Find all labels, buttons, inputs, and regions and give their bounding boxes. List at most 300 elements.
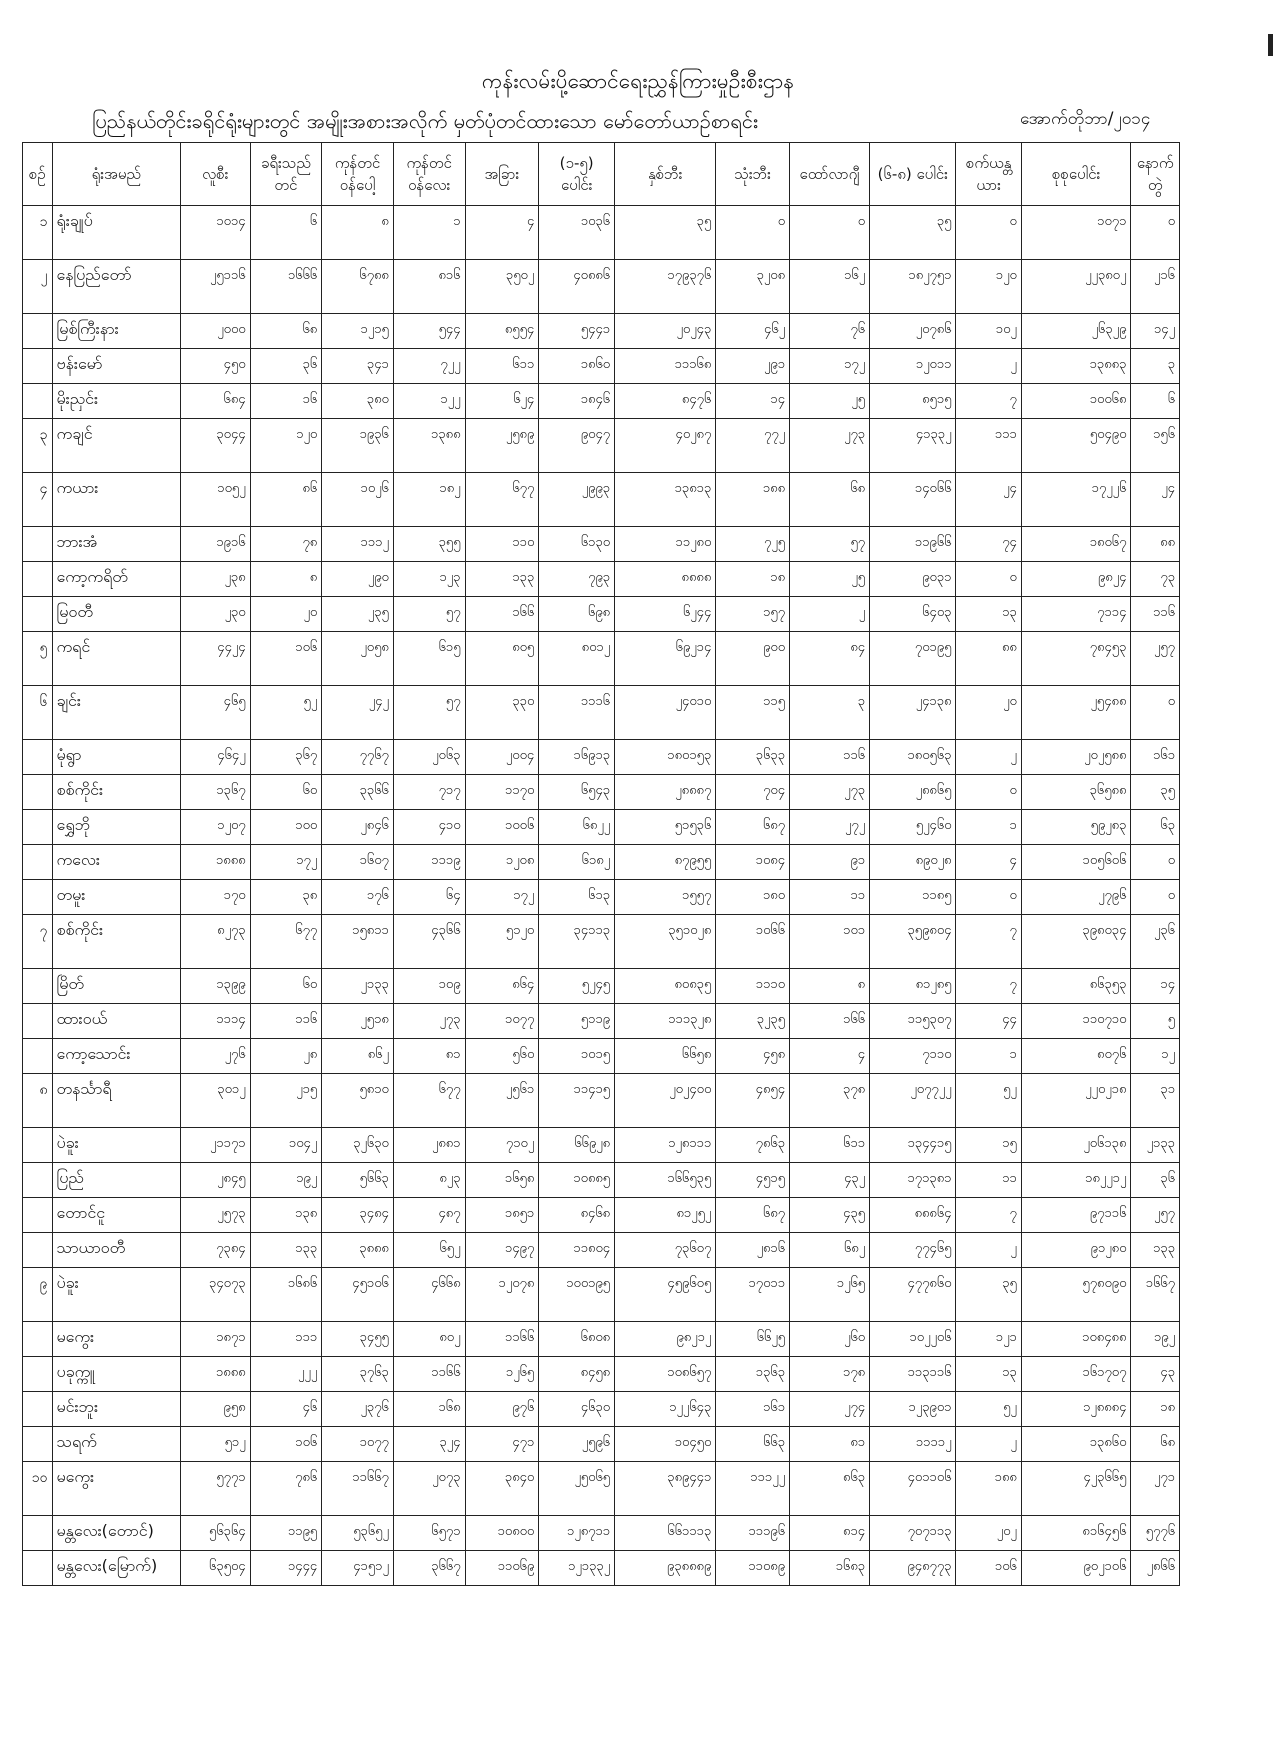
table-cell: ၁၂၁ <box>956 1322 1021 1357</box>
table-cell: ၇၇၂ <box>716 419 790 473</box>
table-cell: ၃၈၀ <box>322 384 394 419</box>
table-cell: ၂၅ <box>790 384 870 419</box>
table-cell: ၁၁၆၆ <box>393 1357 465 1392</box>
table-row <box>23 473 1180 527</box>
table-cell: ၂၈၈၈၇ <box>615 775 716 810</box>
table-cell: ၆၆၉၂၈ <box>539 1128 615 1163</box>
table-cell: ၁၂၃ <box>393 562 465 597</box>
table-cell: ၃၃၆၆ <box>322 775 394 810</box>
table-cell: ၂၀၆၃ <box>393 740 465 775</box>
table-cell: ၂၇၃ <box>790 775 870 810</box>
table-cell: ၇၆ <box>790 314 870 349</box>
office-name: ပဲခူး <box>52 1128 181 1163</box>
office-name: မိုးညှင်း <box>52 384 181 419</box>
table-cell: ၄၂၃၆၆၅ <box>1021 1462 1131 1516</box>
table-cell: ၁၈ <box>716 562 790 597</box>
table-cell: ၁၅ <box>956 1128 1021 1163</box>
table-cell: ၂၁၆ <box>1131 260 1180 314</box>
table-cell: ၄၃ <box>1131 1357 1180 1392</box>
table-cell: ၁၃၈၁၃ <box>615 473 716 527</box>
document-subtitle: ပြည်နယ်တိုင်းခရိုင်ရုံးများတွင် အမျိုးအစားအလိုက် မှတ်ပုံတင်ထားသော မော်တော်ယာဉ်စာရင်း <box>92 109 758 133</box>
table-cell: ၁၆၆ <box>790 1004 870 1039</box>
table-cell: ၁၂၀၈ <box>465 845 539 880</box>
table-cell: ၁၁၁ <box>956 419 1021 473</box>
table-cell: ၃၆၆၇ <box>393 1551 465 1586</box>
table-row <box>23 915 1180 969</box>
table-cell: ၁၀၆ <box>250 632 322 686</box>
table-cell: ၁၁၁၆၈ <box>615 349 716 384</box>
table-row <box>23 1551 1180 1586</box>
row-serial <box>23 1516 53 1551</box>
office-name: တမူး <box>52 880 181 915</box>
table-cell: ၉၈၂၄ <box>1021 562 1131 597</box>
table-cell: ၆၅၇၁ <box>393 1516 465 1551</box>
table-cell: ၁၀၁၄ <box>181 206 251 260</box>
table-cell: ၁၁၁၀ <box>716 969 790 1004</box>
column-header: ကုန်တင်ဝန်လေး <box>393 143 465 206</box>
row-serial <box>23 1427 53 1462</box>
table-cell: ၆၈၂ <box>790 1233 870 1268</box>
office-name: မကွေး <box>52 1462 181 1516</box>
table-cell: ၆၂၄ <box>465 384 539 419</box>
table-cell: ၁၉၁၆ <box>181 527 251 562</box>
row-serial <box>23 384 53 419</box>
table-cell: ၁၀၈၀၀ <box>465 1516 539 1551</box>
table-cell: ၈၆၂ <box>322 1039 394 1074</box>
table-cell: ၂၁၅ <box>250 1074 322 1128</box>
table-row <box>23 1322 1180 1357</box>
office-name: ပခုက္ကူ <box>52 1357 181 1392</box>
table-cell: ၆၈ <box>1131 1427 1180 1462</box>
table-cell: ၃၆ <box>1131 1163 1180 1198</box>
row-serial <box>23 349 53 384</box>
table-cell: ၁၅၅၇ <box>615 880 716 915</box>
table-cell: ၁၆၆၆ <box>250 260 322 314</box>
table-row <box>23 1516 1180 1551</box>
table-cell: ၂၈၆၆ <box>1131 1551 1180 1586</box>
table-cell: ၂၄၁၃၈ <box>870 686 956 740</box>
office-name: မန္တလေး(မြောက်) <box>52 1551 181 1586</box>
table-cell: ၃ <box>1131 349 1180 384</box>
column-header: (၁-၅) ပေါင်း <box>539 143 615 206</box>
table-cell: ၇၀၁၉၅ <box>870 632 956 686</box>
table-cell: ၇၂၂ <box>393 349 465 384</box>
table-cell: ၅၇၇၆ <box>1131 1516 1180 1551</box>
row-serial <box>23 527 53 562</box>
table-cell: ၃၀၄၄ <box>181 419 251 473</box>
table-cell: ၂၆၃၂၉ <box>1021 314 1131 349</box>
table-cell: ၁၇၉၃၇၆ <box>615 260 716 314</box>
table-cell: ၆၆၅၈ <box>615 1039 716 1074</box>
table-cell: ၇ <box>956 969 1021 1004</box>
table-cell: ၇၃ <box>1131 562 1180 597</box>
table-cell: ၂၀၂ <box>956 1516 1021 1551</box>
table-cell: ၂၅၆၁ <box>465 1074 539 1128</box>
table-cell: ၅၄၄၁ <box>539 314 615 349</box>
table-cell: ၆၉၂၁၄ <box>615 632 716 686</box>
row-serial: ၇ <box>23 915 53 969</box>
table-row <box>23 419 1180 473</box>
table-cell: ၂၇၆ <box>181 1039 251 1074</box>
table-cell: ၀ <box>716 206 790 260</box>
row-serial <box>23 880 53 915</box>
table-cell: ၁၅၇ <box>716 597 790 632</box>
table-cell: ၆၇၇ <box>250 915 322 969</box>
table-cell: ၈၈ <box>956 632 1021 686</box>
table-cell: ၇ <box>956 915 1021 969</box>
table-cell: ၇၈၆ <box>250 1462 322 1516</box>
table-cell: ၁၂၀၇၈ <box>465 1268 539 1322</box>
table-cell: ၅၆၀ <box>465 1039 539 1074</box>
table-cell: ၂၀၇၇၂၂ <box>870 1074 956 1128</box>
table-cell: ၃၈၄၀ <box>465 1462 539 1516</box>
table-cell: ၆၃၅၀၄ <box>181 1551 251 1586</box>
table-cell: ၁၂၀၁၁ <box>870 349 956 384</box>
office-name: ဘားအံ <box>52 527 181 562</box>
table-cell: ၅၂ <box>956 1392 1021 1427</box>
table-cell: ၄၀၂၈၇ <box>615 419 716 473</box>
table-cell: ၁၃ <box>956 597 1021 632</box>
table-cell: ၃၂၀၈ <box>716 260 790 314</box>
table-cell: ၁၁၂၈၀ <box>615 527 716 562</box>
table-cell: ၁၀၅၆၀၆ <box>1021 845 1131 880</box>
table-row <box>23 1163 1180 1198</box>
table-cell: ၈၀၅ <box>465 632 539 686</box>
office-name: စစ်ကိုင်း <box>52 775 181 810</box>
table-cell: ၄ <box>465 206 539 260</box>
table-row <box>23 632 1180 686</box>
table-cell: ၁၂၆၅ <box>465 1357 539 1392</box>
table-cell: ၁၁၁၄ <box>181 1004 251 1039</box>
table-cell: ၇၃၈၄ <box>181 1233 251 1268</box>
table-cell: ၁၃၄၄၁၅ <box>870 1128 956 1163</box>
table-cell: ၇၈၄၅၃ <box>1021 632 1131 686</box>
table-cell: ၅၂ <box>956 1074 1021 1128</box>
table-cell: ၁၀၃၆ <box>539 206 615 260</box>
table-cell: ၈၆၄ <box>465 969 539 1004</box>
office-name: ကလေး <box>52 845 181 880</box>
table-cell: ၆၉၈ <box>539 597 615 632</box>
table-row <box>23 1039 1180 1074</box>
table-row <box>23 527 1180 562</box>
table-cell: ၃၄၀၇၃ <box>181 1268 251 1322</box>
table-cell: ၁၁၁၉၆ <box>716 1516 790 1551</box>
table-cell: ၂ <box>956 740 1021 775</box>
table-cell: ၃၃၀ <box>465 686 539 740</box>
table-cell: ၁၆၀၇ <box>322 845 394 880</box>
table-cell: ၆၈ <box>790 473 870 527</box>
column-header: နှစ်ဘီး <box>615 143 716 206</box>
table-cell: ၂၄၀၁၀ <box>615 686 716 740</box>
office-name: ရွှေဘို <box>52 810 181 845</box>
table-cell: ၁၃၃ <box>250 1233 322 1268</box>
table-row <box>23 1004 1180 1039</box>
table-cell: ၈၄၇၆ <box>615 384 716 419</box>
table-cell: ၃၈ <box>250 880 322 915</box>
table-cell: ၁၀၈၈၅ <box>539 1163 615 1198</box>
table-cell: ၁၈၄၆ <box>539 384 615 419</box>
table-cell: ၂၇၃ <box>393 1004 465 1039</box>
column-header: အခြား <box>465 143 539 206</box>
office-name: မန္တလေး(တောင်) <box>52 1516 181 1551</box>
table-cell: ၈၂၃ <box>393 1163 465 1198</box>
table-cell: ၂၅၁၁၆ <box>181 260 251 314</box>
row-serial <box>23 562 53 597</box>
table-cell: ၆၁၃ <box>539 880 615 915</box>
table-cell: ၁၆ <box>250 384 322 419</box>
row-serial <box>23 1198 53 1233</box>
row-serial <box>23 1551 53 1586</box>
table-row <box>23 740 1180 775</box>
table-cell: ၄၇၁ <box>465 1427 539 1462</box>
table-cell: ၁၈၈ <box>716 473 790 527</box>
table-row <box>23 1128 1180 1163</box>
table-cell: ၁၆၅၈ <box>465 1163 539 1198</box>
office-name: တောင်ငူ <box>52 1198 181 1233</box>
office-name: ကယား <box>52 473 181 527</box>
table-cell: ၁၁၀၆၉ <box>465 1551 539 1586</box>
table-cell: ၉၁ <box>790 845 870 880</box>
table-cell: ၈၇၉၅၅ <box>615 845 716 880</box>
table-cell: ၁၃၉၉ <box>181 969 251 1004</box>
office-name: ထားဝယ် <box>52 1004 181 1039</box>
table-cell: ၁ <box>956 810 1021 845</box>
table-cell: ၂၇၃ <box>790 419 870 473</box>
table-cell: ၅၈၁၀ <box>322 1074 394 1128</box>
table-cell: ၈၈ <box>1131 527 1180 562</box>
table-cell: ၆၈၀၈ <box>539 1322 615 1357</box>
office-name: ပြည် <box>52 1163 181 1198</box>
table-cell: ၄၅၉၆၀၅ <box>615 1268 716 1322</box>
table-cell: ၈၆၃ <box>790 1462 870 1516</box>
table-cell: ၉၃၈၈၈၉ <box>615 1551 716 1586</box>
table-cell: ၁၀၆ <box>250 1427 322 1462</box>
table-cell: ၃၅၁၀၂၈ <box>615 915 716 969</box>
table-cell: ၂၃၅ <box>322 597 394 632</box>
table-cell: ၁၃၃ <box>465 562 539 597</box>
table-cell: ၂၀၇၃ <box>393 1462 465 1516</box>
table-cell: ၂၃၇၆ <box>322 1392 394 1427</box>
column-header: ရုံးအမည် <box>52 143 181 206</box>
table-row <box>23 845 1180 880</box>
table-cell: ၃၂၄ <box>393 1427 465 1462</box>
table-cell: ၁၈၂၇၅၁ <box>870 260 956 314</box>
table-cell: ၆၁၁ <box>790 1128 870 1163</box>
table-cell: ၃၄၁ <box>322 349 394 384</box>
table-cell: ၁၀၇၇ <box>465 1004 539 1039</box>
table-cell: ၁၄၀၆၆ <box>870 473 956 527</box>
document-title: ကုန်းလမ်းပို့ဆောင်ရေးညွှန်ကြားမှုဦးစီးဌာန <box>481 69 795 93</box>
table-cell: ၁၀၉ <box>393 969 465 1004</box>
office-name: မကွေး <box>52 1322 181 1357</box>
table-cell: ၃၆၇ <box>250 740 322 775</box>
office-name: ကရင် <box>52 632 181 686</box>
table-cell: ၂၀၀၄ <box>465 740 539 775</box>
table-cell: ၄၆၆၈ <box>393 1268 465 1322</box>
table-cell: ၉၅၈ <box>181 1392 251 1427</box>
table-row <box>23 1427 1180 1462</box>
table-cell: ၂၅ <box>790 562 870 597</box>
table-cell: ၆၅၄၃ <box>539 775 615 810</box>
table-cell: ၉၀၃၁ <box>870 562 956 597</box>
table-cell: ၂၀ <box>250 597 322 632</box>
table-cell: ၄၅၁၀၆ <box>322 1268 394 1322</box>
table-cell: ၈၄ <box>790 632 870 686</box>
table-cell: ၅၇၇၁ <box>181 1462 251 1516</box>
row-serial: ၂ <box>23 260 53 314</box>
office-name: တနင်္သာရီ <box>52 1074 181 1128</box>
table-cell: ၁၄၂ <box>1131 314 1180 349</box>
table-cell: ၂၅၇ <box>1131 1198 1180 1233</box>
table-cell: ၁၇၈ <box>790 1357 870 1392</box>
column-header: ခရီးသည်တင် <box>250 143 322 206</box>
row-serial <box>23 1322 53 1357</box>
row-serial <box>23 1357 53 1392</box>
office-name: ကချင် <box>52 419 181 473</box>
table-cell: ၁၂၃၉၀၁ <box>870 1392 956 1427</box>
table-cell: ၁၁၀ <box>465 527 539 562</box>
table-row <box>23 1392 1180 1427</box>
table-cell: ၁၈၀၁၅၃ <box>615 740 716 775</box>
table-cell: ၅၂၄၆၀ <box>870 810 956 845</box>
table-cell: ၇၃၆၀၇ <box>615 1233 716 1268</box>
table-cell: ၁၀၆ <box>956 1551 1021 1586</box>
table-cell: ၉၀၄၇ <box>539 419 615 473</box>
table-cell: ၈၄၆၈ <box>539 1198 615 1233</box>
row-serial <box>23 775 53 810</box>
table-row <box>23 384 1180 419</box>
table-cell: ၁၁၇၀ <box>465 775 539 810</box>
table-row <box>23 260 1180 314</box>
row-serial <box>23 1128 53 1163</box>
table-cell: ၂၇၄ <box>790 1392 870 1427</box>
table-cell: ၂၂၀၂၁၈ <box>1021 1074 1131 1128</box>
office-name: နေပြည်တော် <box>52 260 181 314</box>
table-cell: ၄၆၃၀ <box>539 1392 615 1427</box>
table-cell: ၃၁ <box>1131 1074 1180 1128</box>
table-cell: ၂၇၉၆ <box>1021 880 1131 915</box>
row-serial <box>23 845 53 880</box>
office-name: စစ်ကိုင်း <box>52 915 181 969</box>
table-cell: ၁၀၁ <box>790 915 870 969</box>
office-name: ရုံးချုပ် <box>52 206 181 260</box>
table-cell: ၈ <box>790 969 870 1004</box>
table-cell: ၁၆၁ <box>1131 740 1180 775</box>
table-cell: ၇၄ <box>956 527 1021 562</box>
table-row <box>23 1233 1180 1268</box>
table-cell: ၆၈၇ <box>716 810 790 845</box>
table-cell: ၆၆၃ <box>716 1427 790 1462</box>
table-cell: ၁၂၁၅ <box>322 314 394 349</box>
table-cell: ၆၀ <box>250 969 322 1004</box>
table-cell: ၅၇ <box>790 527 870 562</box>
table-cell: ၂၈၈၁ <box>393 1128 465 1163</box>
table-cell: ၁၁၀၈၉ <box>716 1551 790 1586</box>
table-cell: ၁၇၁၃၈၁ <box>870 1163 956 1198</box>
table-cell: ၁၁၆၆ <box>465 1322 539 1357</box>
table-cell: ၃၆ <box>250 349 322 384</box>
table-cell: ၁၈၂ <box>393 473 465 527</box>
table-cell: ၁၁၉၅ <box>250 1516 322 1551</box>
table-cell: ၁၀၈၄ <box>716 845 790 880</box>
table-row <box>23 206 1180 260</box>
table-row <box>23 810 1180 845</box>
table-cell: ၈၀၂ <box>393 1322 465 1357</box>
table-cell: ၁၂၀ <box>250 419 322 473</box>
table-cell: ၃၀၁၂ <box>181 1074 251 1128</box>
table-cell: ၁၀၀၆ <box>465 810 539 845</box>
table-cell: ၃၆၅၈၈ <box>1021 775 1131 810</box>
table-cell: ၇၇၄၆၅ <box>870 1233 956 1268</box>
table-cell: ၂၂၂ <box>250 1357 322 1392</box>
table-cell: ၅၆၃၆၄ <box>181 1516 251 1551</box>
table-cell: ၃၇၈ <box>790 1074 870 1128</box>
table-cell: ၁၃၈၈ <box>393 419 465 473</box>
row-serial: ၁၀ <box>23 1462 53 1516</box>
table-cell: ၁၂၂၆၄၃ <box>615 1392 716 1427</box>
table-cell: ၄၈၇ <box>393 1198 465 1233</box>
table-cell: ၃၅ <box>870 206 956 260</box>
table-cell: ၄၀၈၈၆ <box>539 260 615 314</box>
table-cell: ၅၇ <box>393 686 465 740</box>
table-cell: ၂၉၀ <box>322 562 394 597</box>
table-cell: ၂၅၉၆ <box>539 1427 615 1462</box>
table-cell: ၈၆ <box>250 473 322 527</box>
table-cell: ၈၁ <box>790 1427 870 1462</box>
table-cell: ၂၀၀၀ <box>181 314 251 349</box>
table-cell: ၁၁၅ <box>716 686 790 740</box>
office-name: ကော့သောင်း <box>52 1039 181 1074</box>
row-serial <box>23 1039 53 1074</box>
table-cell: ၁၈၈ <box>956 1462 1021 1516</box>
table-cell: ၁၆၈၆ <box>250 1268 322 1322</box>
table-cell: ၇ <box>956 1198 1021 1233</box>
table-cell: ၆၇၇ <box>465 473 539 527</box>
table-cell: ၁၃ <box>956 1357 1021 1392</box>
table-cell: ၃၄၈၄ <box>322 1198 394 1233</box>
table-cell: ၂၁၁၇၁ <box>181 1128 251 1163</box>
row-serial <box>23 314 53 349</box>
table-cell: ၁၈၂၂၁၂ <box>1021 1163 1131 1198</box>
table-cell: ၂၈ <box>250 1039 322 1074</box>
column-header: လူစီး <box>181 143 251 206</box>
table-cell: ၁၀၂၂၀၆ <box>870 1322 956 1357</box>
table-cell: ၁၀၄၂ <box>250 1128 322 1163</box>
table-cell: ၃၈၈၈ <box>322 1233 394 1268</box>
office-name: မြစ်ကြီးနား <box>52 314 181 349</box>
table-cell: ၁၀၆၆ <box>716 915 790 969</box>
table-cell: ၇၈ <box>250 527 322 562</box>
table-cell: ၁၉၃၆ <box>322 419 394 473</box>
column-header: ထော်လာဂျီ <box>790 143 870 206</box>
table-cell: ၁၂၂ <box>393 384 465 419</box>
table-cell: ၈၆၃၅၃ <box>1021 969 1131 1004</box>
table-cell: ၈၁ <box>393 1039 465 1074</box>
table-cell: ၇၇၆၇ <box>322 740 394 775</box>
table-cell: ၁၃၈၈၃ <box>1021 349 1131 384</box>
office-name: မုံရွာ <box>52 740 181 775</box>
row-serial <box>23 597 53 632</box>
table-cell: ၂၄၂ <box>322 686 394 740</box>
table-cell: ၂ <box>956 1427 1021 1462</box>
table-cell: ၈၁၂၅၂ <box>615 1198 716 1233</box>
table-cell: ၁၂၁၃၃၂ <box>539 1551 615 1586</box>
table-cell: ၂၇၁ <box>1131 1462 1180 1516</box>
table-cell: ၁၃၆၃ <box>716 1357 790 1392</box>
table-cell: ၁၀၇၁ <box>1021 206 1131 260</box>
table-cell: ၈၅၁၅ <box>870 384 956 419</box>
table-cell: ၂၀၇၈၆ <box>870 314 956 349</box>
